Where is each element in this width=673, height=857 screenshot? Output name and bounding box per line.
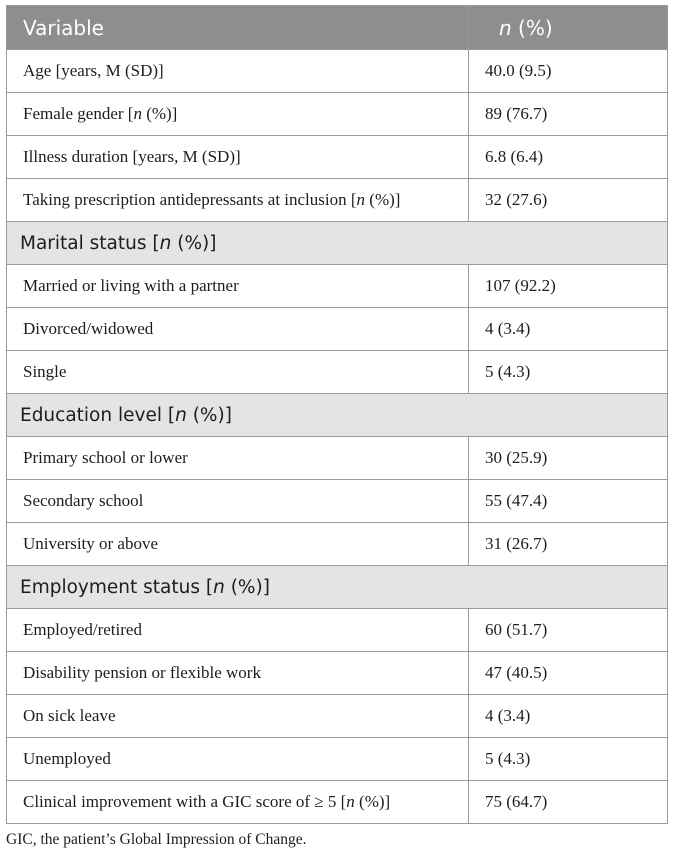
- variable-cell: [7, 265, 469, 308]
- variable-cell: [7, 93, 469, 136]
- table-footnote: GIC, the patient’s Global Impression of Change.: [6, 831, 307, 848]
- header-variable: Variable: [7, 6, 469, 50]
- variable-cell: [7, 781, 469, 824]
- section-label: [7, 222, 668, 265]
- section-label: [7, 566, 668, 609]
- value-cell: 107 (92.2): [469, 265, 668, 308]
- variable-cell: [7, 308, 469, 351]
- variable-label-italic: n: [133, 104, 142, 123]
- table-row: [7, 136, 668, 179]
- section-label-italic: n: [159, 232, 172, 254]
- section-label-text: Marital status [: [20, 232, 160, 254]
- table-header: [7, 6, 668, 50]
- variable-label-suffix: (%)]: [141, 104, 178, 123]
- section-label-text: Employment status [: [20, 576, 214, 598]
- section-label-suffix: (%)]: [186, 404, 232, 426]
- table-row: [7, 695, 668, 738]
- value-cell: 30 (25.9): [469, 437, 668, 480]
- table-row: [7, 179, 668, 222]
- table-row: [7, 308, 668, 351]
- variable-cell: [7, 609, 469, 652]
- variable-label: Married or living with a partner: [23, 276, 239, 295]
- section-label-italic: n: [175, 404, 187, 426]
- variable-label: Employed/retired: [23, 620, 142, 639]
- variable-label-suffix: (%)]: [365, 190, 401, 209]
- variable-label-suffix: (%)]: [354, 792, 391, 811]
- variable-label: On sick leave: [23, 706, 116, 725]
- section-label-suffix: (%)]: [224, 576, 270, 598]
- variable-cell: [7, 437, 469, 480]
- value-cell: 47 (40.5): [469, 652, 668, 695]
- variable-label: Female gender [: [23, 104, 134, 123]
- variable-label: Single: [23, 362, 67, 381]
- variable-cell: [7, 480, 469, 523]
- table-row: [7, 781, 668, 824]
- value-cell: 5 (4.3): [469, 351, 668, 394]
- variable-label: Disability pension or flexible work: [23, 663, 261, 682]
- value-cell: 6.8 (6.4): [469, 136, 668, 179]
- variable-label: Unemployed: [23, 749, 111, 768]
- value-cell: 55 (47.4): [469, 480, 668, 523]
- value-cell: 4 (3.4): [469, 308, 668, 351]
- table-row: [7, 93, 668, 136]
- table-row: [7, 50, 668, 93]
- variable-label: Taking prescription antidepressants at inclusion [: [23, 190, 357, 209]
- variable-label: Secondary school: [23, 491, 144, 510]
- variable-cell: [7, 738, 469, 781]
- variable-label: Divorced/widowed: [23, 319, 154, 338]
- variable-label: University or above: [23, 534, 159, 553]
- variable-cell: [7, 523, 469, 566]
- variable-label: Clinical improvement with a GIC score of ≥ 5 [: [23, 792, 347, 811]
- value-cell: 75 (64.7): [469, 781, 668, 824]
- value-cell: 89 (76.7): [469, 93, 668, 136]
- section-header-row: [7, 394, 668, 437]
- section-header-row: [7, 566, 668, 609]
- section-label-text: Education level [: [20, 404, 176, 426]
- section-header-row: [7, 222, 668, 265]
- table-row: [7, 652, 668, 695]
- section-label-italic: n: [213, 576, 225, 598]
- header-n-percent: [469, 6, 668, 50]
- variable-label: Illness duration [years, M (SD)]: [23, 147, 241, 166]
- table-row: [7, 609, 668, 652]
- value-cell: 60 (51.7): [469, 609, 668, 652]
- variable-label-italic: n: [356, 190, 366, 209]
- table-row: [7, 523, 668, 566]
- table-row: [7, 265, 668, 308]
- table-body: [7, 50, 668, 824]
- value-cell: 40.0 (9.5): [469, 50, 668, 93]
- value-cell: 32 (27.6): [469, 179, 668, 222]
- table-row: [7, 480, 668, 523]
- header-n: n: [499, 15, 512, 40]
- header-percent: (%): [511, 15, 553, 40]
- value-cell: 5 (4.3): [469, 738, 668, 781]
- variable-cell: [7, 695, 469, 738]
- header-row: [7, 6, 668, 50]
- variable-cell: [7, 351, 469, 394]
- section-label: [7, 394, 668, 437]
- variable-cell: [7, 136, 469, 179]
- variable-label: Age [years, M (SD)]: [23, 61, 164, 80]
- variable-label: Primary school or lower: [23, 448, 188, 467]
- variable-cell: [7, 652, 469, 695]
- table-row: [7, 437, 668, 480]
- characteristics-table: [6, 5, 668, 824]
- variable-cell: [7, 179, 469, 222]
- variable-label-italic: n: [346, 792, 355, 811]
- variable-cell: [7, 50, 469, 93]
- table-row: [7, 351, 668, 394]
- value-cell: 4 (3.4): [469, 695, 668, 738]
- section-label-suffix: (%)]: [171, 232, 217, 254]
- table-row: [7, 738, 668, 781]
- value-cell: 31 (26.7): [469, 523, 668, 566]
